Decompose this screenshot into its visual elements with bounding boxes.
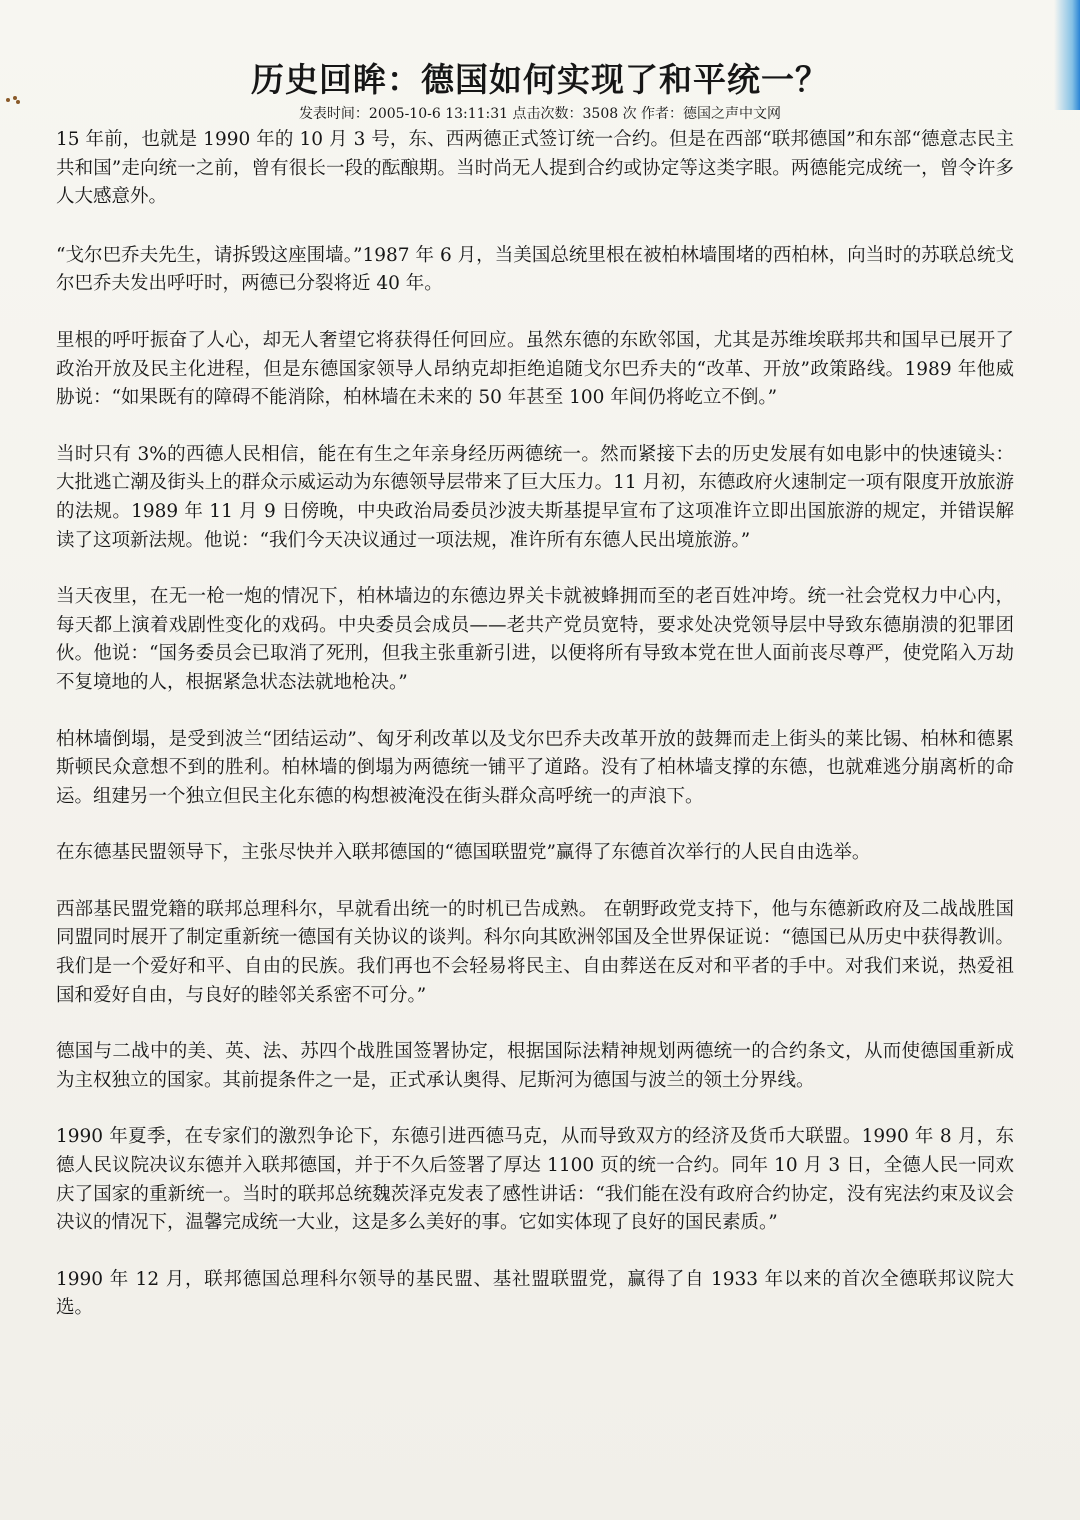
paragraph-11: 1990 年 12 月，联邦德国总理科尔领导的基民盟、基社盟联盟党，赢得了自 1933 年以来的首次全德联邦议院大选。	[56, 1268, 1014, 1319]
article-body	[56, 126, 1014, 1351]
paragraph-4: 当时只有 3%的西德人民相信，能在有生之年亲身经历两德统一。然而紧接下去的历史发展有如电影中的快速镜头：大批逃亡潮及街头上的群众示威运动为东德领导层带来了巨大压力。11 月初，东德政府火速制定一项有限度开放旅游的法规。1989 年 11 月 9 日傍晚，中央政治局委员沙波夫斯基提早宣布了这项准许立即出国旅游的规定，并错误解读了这项新法规。他说：“我们今天决议通过一项法规，准许所有东德人民出境旅游。”	[56, 443, 1014, 551]
paragraph-5: 当天夜里，在无一枪一炮的情况下，柏林墙边的东德边界关卡就被蜂拥而至的老百姓冲垮。统一社会党权力中心内，每天都上演着戏剧性变化的戏码。中央委员会成员——老共产党员宽特，要求处决党领导层中导致东德崩溃的犯罪团伙。他说：“国务委员会已取消了死刑，但我主张重新引进，以便将所有导致本党在世人面前丧尽尊严，使党陷入万劫不复境地的人，根据紧急状态法就地枪决。”	[56, 586, 1014, 693]
article-title: 历史回眸：德国如何实现了和平统一？	[251, 60, 829, 99]
paragraph-9: 德国与二战中的美、英、法、苏四个战胜国签署协定，根据国际法精神规划两德统一的合约条文，从而使德国重新成为主权独立的国家。其前提条件之一是，正式承认奥得、尼斯河为德国与波兰的领土分界线。	[56, 1041, 1014, 1091]
paragraph-8: 西部基民盟党籍的联邦总理科尔，早就看出统一的时机已告成熟。 在朝野政党支持下，他与东德新政府及二战战胜国同盟同时展开了制定重新统一德国有关协议的谈判。科尔向其欧洲邻国及全世界保证说：“德国已从历史中获得教训。我们是一个爱好和平、自由的民族。我们再也不会轻易将民主、自由葬送在反对和平者的手中。对我们来说，热爱祖国和爱好自由，与良好的睦邻关系密不可分。”	[56, 898, 1014, 1006]
paragraph-7: 在东德基民盟领导下，主张尽快并入联邦德国的“德国联盟党”赢得了东德首次举行的人民自由选举。	[56, 842, 871, 864]
paragraph-2: “戈尔巴乔夫先生，请拆毁这座围墙。”1987 年 6 月，当美国总统里根在被柏林墙围堵的西柏林，向当时的苏联总统戈尔巴乔夫发出呼吁时，两德已分裂将近 40 年。	[56, 244, 1014, 295]
paragraph-3: 里根的呼吁振奋了人心，却无人奢望它将获得任何回应。虽然东德的东欧邻国，尤其是苏维埃联邦共和国早已展开了政治开放及民主化进程，但是东德国家领导人昂纳克却拒绝追随戈尔巴乔夫的“改革、开放”政策路线。1989 年他威胁说：“如果既有的障碍不能消除，柏林墙在未来的 50 年甚至 100 年间仍将屹立不倒。”	[56, 329, 1014, 409]
paragraph-6: 柏林墙倒塌，是受到波兰“团结运动”、匈牙利改革以及戈尔巴乔夫改革开放的鼓舞而走上街头的莱比锡、柏林和德累斯顿民众意想不到的胜利。柏林墙的倒塌为两德统一铺平了道路。没有了柏林墙支撑的东德，也就难逃分崩离析的命运。组建另一个独立但民主化东德的构想被淹没在街头群众高呼统一的声浪下。	[56, 728, 1014, 807]
paragraph-1: 15 年前，也就是 1990 年的 10 月 3 号，东、西两德正式签订统一合约。但是在西部“联邦德国”和东部“德意志民主共和国”走向统一之前，曾有很长一段的酝酿期。当时尚无人提到合约或协定等这类字眼。两德能完成统一，曾令许多人大感意外。	[56, 129, 1014, 208]
paragraph-10: 1990 年夏季，在专家们的激烈争论下，东德引进西德马克，从而导致双方的经济及货币大联盟。1990 年 8 月，东德人民议院决议东德并入联邦德国，并于不久后签署了厚达 1100 页的统一合约。同年 10 月 3 日，全德人民一同欢庆了国家的重新统一。当时的联邦总统魏茨泽克发表了感性讲话：“我们能在没有政府合约协定，没有宪法约束及议会决议的情况下，温馨完成统一大业，这是多么美好的事。它如实体现了良好的国民素质。”	[56, 1126, 1014, 1234]
article-meta: 发表时间：2005-10-6 13:11:31 点击次数：3508 次 作者：德国之声中文网	[298, 106, 782, 122]
